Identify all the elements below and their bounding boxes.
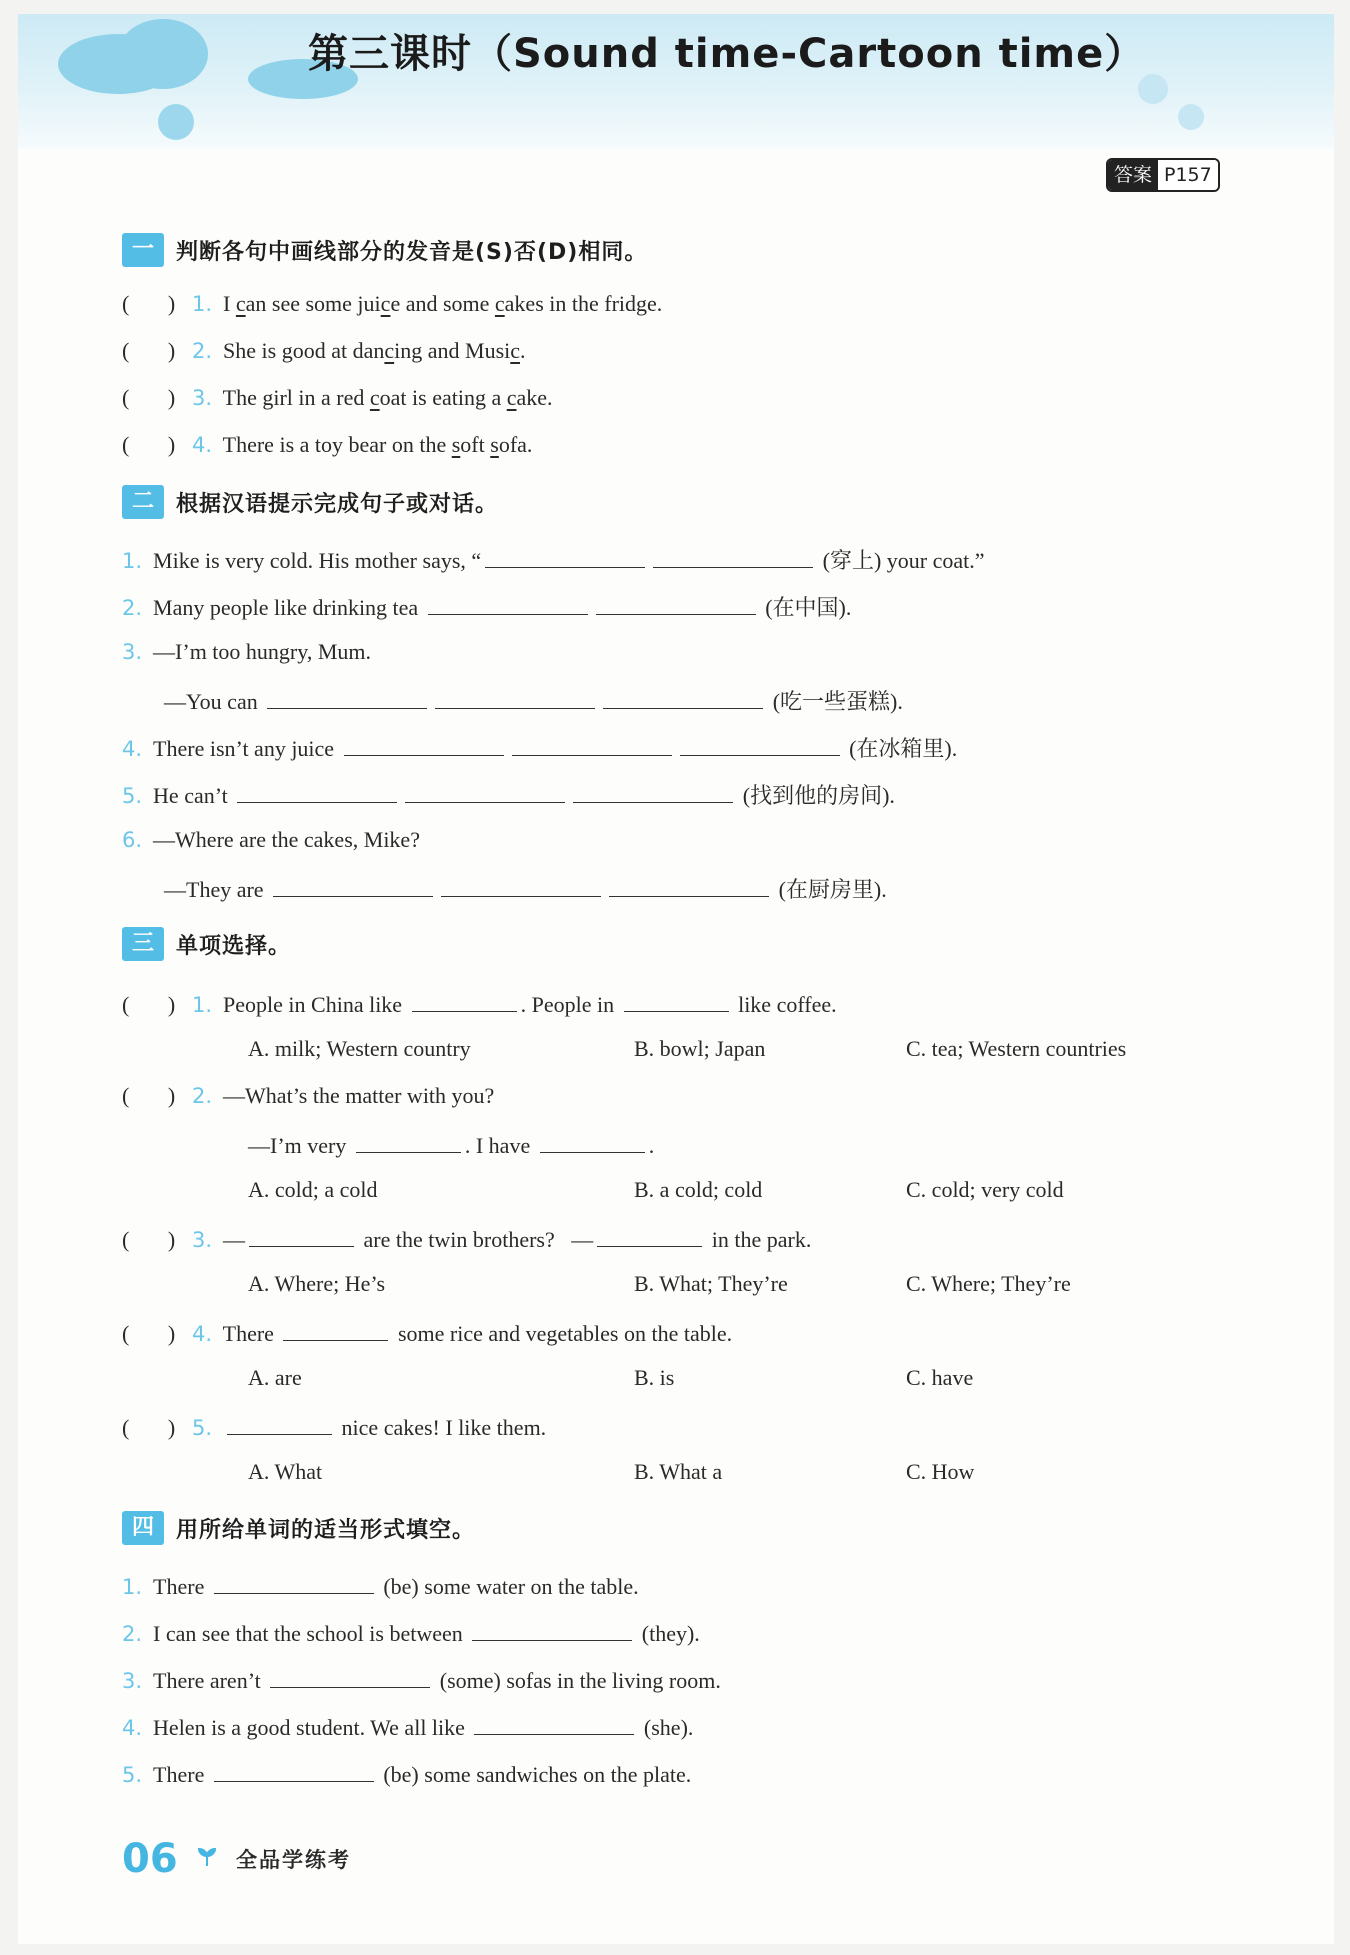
answer-blank[interactable] [428,590,588,615]
answer-blank[interactable] [512,731,672,756]
answer-blank[interactable] [267,684,427,709]
section-title: 单项选择。 [176,933,292,959]
option-b[interactable]: B. What a [634,1459,723,1484]
worksheet-page [18,14,1334,1944]
s4-item-2: 2. I can see that the school is between (they). [122,1616,700,1649]
answer-blank[interactable] [603,684,763,709]
answer-blank[interactable] [227,1410,332,1435]
answer-blank[interactable] [597,1222,702,1247]
answer-blank[interactable] [680,731,840,756]
option-c[interactable]: C. tea; Western countries [906,1036,1127,1061]
s3-q4: ( ) 4. There some rice and vegetables on the table. [122,1316,732,1349]
answer-blank[interactable] [249,1222,354,1247]
answer-label: 答案 [1108,160,1158,190]
s2-item-4: 4. There isn’t any juice (在冰箱里). [122,731,957,764]
s1-item-3: ( ) 3. The girl in a red coat is eating a cake. [122,385,553,410]
option-c[interactable]: C. cold; very cold [906,1177,1064,1202]
section-3-header [122,926,291,962]
answer-blank[interactable] [273,872,433,897]
s3-q5: ( ) 5. nice cakes! I like them. [122,1410,546,1443]
answer-badge [1106,158,1220,192]
answer-blank[interactable] [237,778,397,803]
answer-blank[interactable] [485,543,645,568]
section-title: 用所给单词的适当形式填空。 [176,1517,476,1543]
s3-q2b: —I’m very . I have . [248,1128,654,1161]
answer-blank[interactable] [540,1128,645,1153]
s2-item-3b: —You can (吃一些蛋糕). [164,684,903,717]
s3-q1: ( ) 1. People in China like . People in like coffee. [122,987,837,1020]
page-title: 第三课时（Sound time-Cartoon time） [308,31,1146,77]
section-2-header [122,484,498,520]
flower-icon [1178,104,1204,130]
s2-item-5: 5. He can’t (找到他的房间). [122,778,895,811]
s4-item-5: 5. There (be) some sandwiches on the plate. [122,1757,691,1790]
s4-item-4: 4. Helen is a good student. We all like (she). [122,1710,693,1743]
answer-blank[interactable] [573,778,733,803]
sprout-icon [196,1846,218,1868]
s1-item-4: ( ) 4. There is a toy bear on the soft sofa. [122,432,533,457]
answer-blank[interactable] [405,778,565,803]
answer-blank[interactable] [214,1569,374,1594]
answer-blank[interactable] [214,1757,374,1782]
option-c[interactable]: C. How [906,1459,975,1484]
answer-blank[interactable] [472,1616,632,1641]
option-b[interactable]: B. bowl; Japan [634,1036,766,1061]
s1-item-2: ( ) 2. She is good at dancing and Music. [122,338,526,363]
section-4-header [122,1510,475,1546]
section-number: 三 [122,927,164,961]
answer-blank[interactable] [356,1128,461,1153]
option-a[interactable]: A. are [248,1365,302,1390]
answer-blank[interactable] [412,987,517,1012]
s3-q2: ( ) 2. —What’s the matter with you? [122,1083,495,1108]
answer-blank[interactable] [653,543,813,568]
section-title: 根据汉语提示完成句子或对话。 [176,491,499,517]
section-1-header [122,232,647,268]
cloud-icon [118,19,208,89]
section-number: 四 [122,1511,164,1545]
s2-item-1: 1. Mike is very cold. His mother says, “ (穿上) your coat.” [122,543,985,576]
s2-item-2: 2. Many people like drinking tea (在中国). [122,590,851,623]
option-c[interactable]: C. have [906,1365,974,1390]
s3-q3: ( ) 3. — are the twin brothers? — in the park. [122,1222,811,1255]
answer-blank[interactable] [624,987,729,1012]
answer-blank[interactable] [270,1663,430,1688]
option-b[interactable]: B. a cold; cold [634,1177,763,1202]
answer-page: P157 [1158,160,1218,190]
s2-item-6: 6. —Where are the cakes, Mike? [122,827,420,852]
s4-item-1: 1. There (be) some water on the table. [122,1569,639,1602]
answer-blank[interactable] [344,731,504,756]
option-c[interactable]: C. Where; They’re [906,1271,1071,1296]
brand-name: 全品学练考 [236,1848,351,1872]
option-b[interactable]: B. is [634,1365,675,1390]
option-a[interactable]: A. milk; Western country [248,1036,471,1061]
section-title: 判断各句中画线部分的发音是(S)否(D)相同。 [176,239,648,265]
answer-blank[interactable] [441,872,601,897]
option-a[interactable]: A. cold; a cold [248,1177,378,1202]
s2-item-6b: —They are (在厨房里). [164,872,887,905]
section-number: 一 [122,233,164,267]
section-number: 二 [122,485,164,519]
option-a[interactable]: A. What [248,1459,323,1484]
flower-icon [158,104,194,140]
answer-blank[interactable] [283,1316,388,1341]
s4-item-3: 3. There aren’t (some) sofas in the living room. [122,1663,721,1696]
answer-blank[interactable] [474,1710,634,1735]
answer-blank[interactable] [609,872,769,897]
s2-item-3: 3. —I’m too hungry, Mum. [122,639,371,664]
page-number: 06 [122,1836,178,1882]
s1-item-1: ( ) 1. I can see some juice and some cakes in the fridge. [122,291,663,316]
option-b[interactable]: B. What; They’re [634,1271,788,1296]
option-a[interactable]: A. Where; He’s [248,1271,386,1296]
answer-blank[interactable] [596,590,756,615]
answer-blank[interactable] [435,684,595,709]
